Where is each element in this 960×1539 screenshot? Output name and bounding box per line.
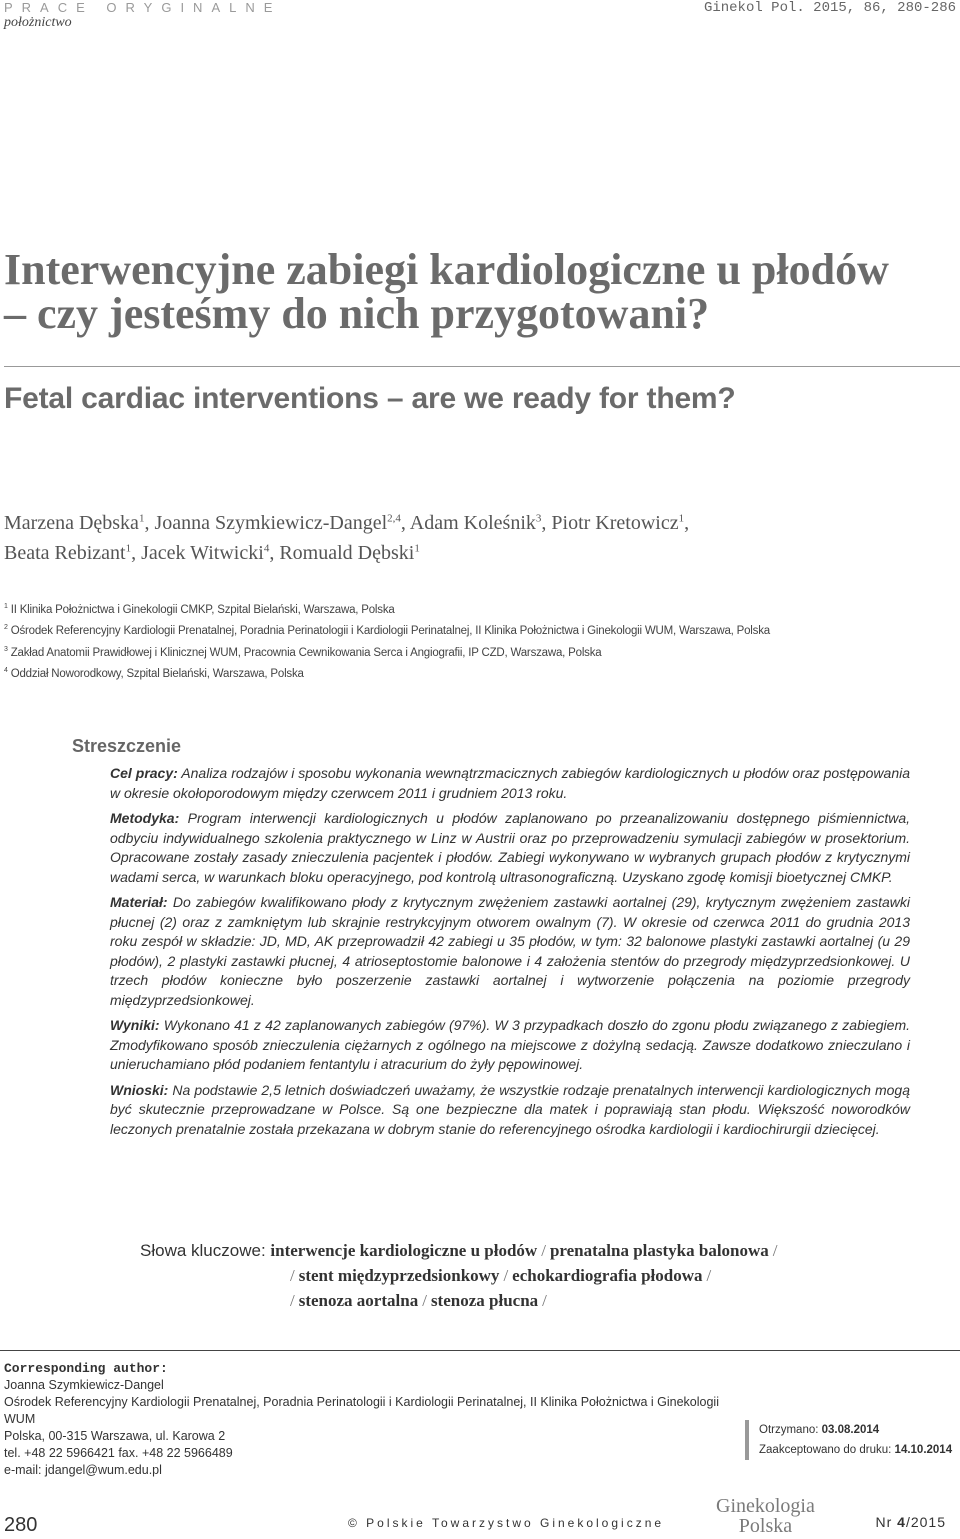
author-list (4, 505, 954, 566)
article-title-polish (4, 245, 954, 338)
affiliation: $^1$ II Klinika Położnictwa i Ginekologii CMKP, Szpital Bielański, Warszawa, Polska (4, 603, 395, 616)
footer-divider (0, 1350, 960, 1351)
submission-dates (745, 1420, 952, 1460)
received-date: Otrzymano: 03.08.2014 (759, 1424, 880, 1436)
author: Jacek Witwicki$^4$, (141, 542, 280, 565)
journal-citation: Ginekol Pol. 2015, 86, 280-286 (703, 0, 956, 16)
affiliation: $^4$ Oddział Noworodkowy, Szpital Bielański, Warszawa, Polska (4, 666, 304, 680)
abstract-heading: Streszczenie (72, 736, 182, 756)
keyword: stenoza płucna (430, 1291, 539, 1310)
corresponding-affiliation: Ośrodek Referencyjny Kardiologii Prenatalnej, Poradnia Perinatologii i Kardiologii Perinatalnej, II Klinika Położnictwa i Ginekologii WUM (4, 1395, 719, 1426)
corresponding-email[interactable]: e-mail: jdangel@wum.edu.pl (4, 1463, 162, 1477)
page-footer (0, 1495, 960, 1539)
article-type: PRACE ORYGINALNE (4, 0, 282, 15)
affiliation: $^2$ Ośrodek Referencyjny Kardiologii Prenatalnej, Poradnia Perinatologii i Kardiologii Perinatalnej, II Klinika Położnictwa i Ginekologii WUM, Warszawa, Polska (4, 624, 770, 638)
keywords-label: Słowa kluczowe: (140, 1241, 266, 1260)
page-number: 280 (4, 1514, 38, 1536)
abstract-body (110, 764, 910, 1145)
keywords: Słowa kluczowe: interwencje kardiologiczne u płodów / prenatalna plastyka balonowa / / stent międzyprzedsionkowy / echokardiografia płodowa / / stenoza aortalna / stenoza płucna / (140, 1241, 778, 1310)
affiliation: $^3$ Zakład Anatomii Prawidłowej i Klinicznej WUM, Pracownia Cewnikowania Serca i Angiografii, IP CZD, Warszawa, Polska (4, 645, 602, 659)
corresponding-author (4, 1360, 744, 1479)
abstract-section-conclusions: Wnioski: Na podstawie 2,5 letnich doświadczeń uważamy, że wszystkie rodzaje prenatalnych interwencji kardiologicznych mogą być skutecznie przeprowadzane w Polsce. Są one bezpieczne dla matek i poprawiają stan płodu. Większość noworodków leczonych prenatalnie została przekazana w dobrym stanie do referencyjnego ośrodka kardiologii i kardiochirurgii dziecięcej. (110, 1081, 911, 1137)
author: Marzena Dębska$^1$, (4, 511, 155, 534)
accepted-date: Zaakceptowano do druku: 14.10.2014 (759, 1444, 953, 1456)
author: Romuald Dębski$^1$ (279, 542, 420, 565)
title-divider (4, 366, 960, 367)
keyword: prenatalna plastyka balonowa (549, 1241, 769, 1260)
issue-number: Nr 4/2015 (875, 1514, 946, 1530)
title-line-2: – czy jesteśmy do nich przygotowani? (4, 289, 710, 338)
society-copyright: © Polskie Towarzystwo Ginekologiczne (348, 1516, 665, 1530)
running-header (4, 0, 281, 31)
keyword: stenoza aortalna (298, 1291, 419, 1310)
keyword: stent międzyprzedsionkowy (298, 1266, 500, 1285)
abstract-section-material: Materiał: Do zabiegów kwalifikowano płody z krytycznym zwężeniem zastawki aortalnej (29), krytycznym zwężeniem zastawki płucnej (2) oraz z zamkniętym lub skrajnie restrykcyjnym otworem owalnym (7). W okresie od czerwca 2011 do grudnia 2013 roku zespół w składzie: JD, MD, AK przeprowadził 42 zabiegi u 35 płodów, w tym: 32 balonowe plastyki zastawki aortalnej (u 29 płodów), 2 plastyki zastawki płucnej, 4 atrioseptostomie balonowe i 4 założenia stentów do przegrody międzyprzedsionkowej. U trzech płodów konieczne było poszerzenie zastawki aortalnej i wytworzenie połączenia na poziomie przegrody międzyprzedsionkowej. (110, 894, 910, 1008)
article-title-english: Fetal cardiac interventions – are we ready for them? (4, 382, 736, 415)
keyword: echokardiografia płodowa (512, 1266, 703, 1285)
title-line-1: Interwencyjne zabiegi kardiologiczne u płodów (4, 245, 889, 294)
author: Beata Rebizant$^1$, (4, 542, 142, 565)
corresponding-address: Polska, 00-315 Warszawa, ul. Karowa 2 (4, 1429, 226, 1443)
author: Adam Koleśnik$^3$, (409, 511, 552, 534)
abstract-section-results: Wyniki: Wykonano 41 z 42 zaplanowanych zabiegów (97%). W 3 przypadkach doszło do zgonu płodu związanego z zabiegiem. Zmodyfikowano sposób znieczulenia ciężarnych z ogólnego na miejscowe z dożylną sedacją. Zawsze dodatkowo znieczulano i unieruchamiano płód podaniem fentantylu i atracurium do żyły pępowinowej. (110, 1017, 910, 1072)
keyword: interwencje kardiologiczne u płodów (270, 1241, 538, 1260)
journal-logo: Ginekologia Polska (716, 1495, 815, 1537)
author: Joanna Szymkiewicz-Dangel$^{2,4}$, (154, 511, 410, 534)
corresponding-phone: tel. +48 22 5966421 fax. +48 22 5966489 (4, 1446, 233, 1460)
article-section: położnictwo (4, 15, 72, 30)
abstract-section-aim: Cel pracy: Analiza rodzajów i sposobu wykonania wewnątrzmacicznych zabiegów kardiologicznych u płodów oraz postępowania w okresie okołoporodowym między czerwcem 2011 i grudniem 2013 roku. (110, 765, 910, 801)
abstract-section-methods: Metodyka: Program interwencji kardiologicznych u płodów zaplanowano po przeanalizowaniu dostępnego piśmiennictwa, odbyciu indywidualnego szkolenia praktycznego w Linz w Austrii oraz po przeprowadzeniu symulacji zabiegów w prosektorium. Opracowane zostały zasady znieczulenia pacjentek i płodów. Zabiegi wykonywano w wybranych grupach płodów z krytycznymi wadami serca, w warunkach bloku operacyjnego, pod kontrolą ultrasonograficzną. Uzyskano zgodę komisji bioetycznej CMKP. (110, 810, 910, 885)
affiliation-list (4, 598, 954, 683)
corresponding-name: Joanna Szymkiewicz-Dangel (4, 1378, 164, 1392)
author: Piotr Kretowicz$^1$, (551, 511, 690, 534)
corresponding-label: Corresponding author: (4, 1361, 168, 1376)
